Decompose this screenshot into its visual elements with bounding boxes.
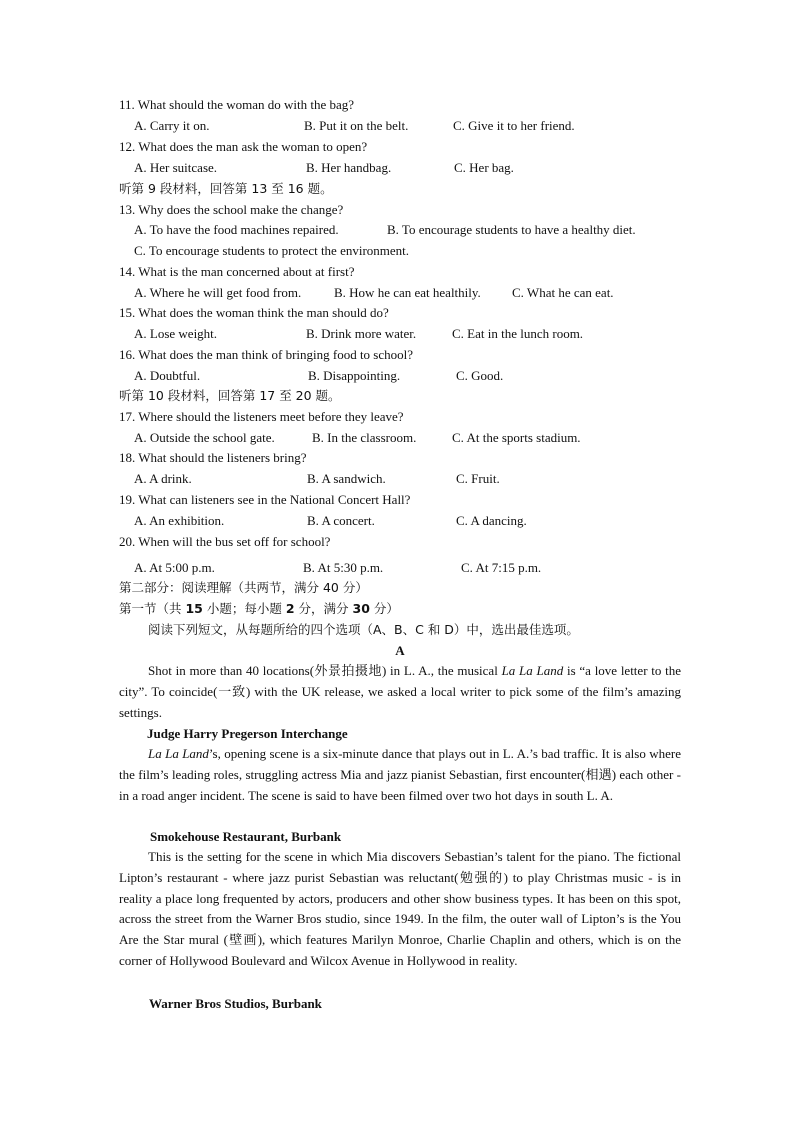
q14-option-a: A. Where he will get food from.	[134, 285, 302, 300]
section1-title-mid2: 分，满分	[294, 601, 353, 616]
section1-title-mid1: 小题；每小题	[202, 601, 286, 616]
q20-option-b: B. At 5:30 p.m.	[303, 560, 384, 575]
reading-direction: 阅读下列短文，从每题所给的四个选项（A、B、C 和 D）中，选出最佳选项。	[148, 622, 579, 637]
question-14: 14. What is the man concerned about at first?	[119, 264, 355, 279]
heading-interchange: Judge Harry Pregerson Interchange	[147, 726, 348, 741]
section1-points-total: 30	[352, 601, 370, 616]
q15-option-c: C. Eat in the lunch room.	[452, 326, 584, 341]
q14-option-c: C. What he can eat.	[512, 285, 614, 300]
question-19: 19. What can listeners see in the National Concert Hall?	[119, 492, 411, 507]
q13-option-b: B. To encourage students to have a healthy diet.	[387, 222, 636, 237]
q13-option-a: A. To have the food machines repaired.	[134, 222, 339, 237]
question-15: 15. What does the woman think the man should do?	[119, 305, 389, 320]
intro-text-2: is “a love letter to the city”. To coincide(一致) with the UK release, we asked a local writer to pick some of the film’s amazing settings.	[119, 663, 681, 720]
q11-option-b: B. Put it on the belt.	[304, 118, 409, 133]
q12-option-b: B. Her handbag.	[306, 160, 392, 175]
q14-option-b: B. How he can eat healthily.	[334, 285, 481, 300]
question-13: 13. Why does the school make the change?	[119, 202, 344, 217]
q18-option-c: C. Fruit.	[456, 471, 500, 486]
question-12: 12. What does the man ask the woman to open?	[119, 139, 368, 154]
q19-option-c: C. A dancing.	[456, 513, 527, 528]
q18-option-a: A. A drink.	[134, 471, 192, 486]
question-11: 11. What should the woman do with the bag?	[119, 97, 355, 112]
passage-label: A	[395, 643, 405, 658]
section1-title-post: 分）	[369, 601, 399, 616]
intro-film-title: La La Land	[501, 663, 564, 678]
q17-option-b: B. In the classroom.	[312, 430, 417, 445]
section1-title	[119, 601, 399, 617]
q16-option-c: C. Good.	[456, 368, 504, 383]
q20-option-c: C. At 7:15 p.m.	[461, 560, 542, 575]
question-17: 17. Where should the listeners meet before they leave?	[119, 409, 404, 424]
q15-option-a: A. Lose weight.	[134, 326, 218, 341]
q20-option-a: A. At 5:00 p.m.	[134, 560, 215, 575]
passage-intro	[119, 661, 681, 723]
question-18: 18. What should the listeners bring?	[119, 450, 307, 465]
part2-title: 第二部分：阅读理解（共两节，满分 40 分）	[119, 580, 368, 595]
p1-text: ’s, opening scene is a six-minute dance that plays out in L. A.’s bad traffic. It is also where the film’s leading roles, struggling actress Mia and jazz pianist Sebastian, first encounter(相遇) each other - in a road anger incident. The scene is said to have been filmed over two hot days in south L. A.	[119, 746, 681, 803]
instruction-seg10: 听第 10 段材料，回答第 17 至 20 题。	[119, 388, 341, 403]
q17-option-a: A. Outside the school gate.	[134, 430, 275, 445]
q16-option-b: B. Disappointing.	[308, 368, 401, 383]
q13-option-c: C. To encourage students to protect the environment.	[134, 243, 410, 258]
q16-option-a: A. Doubtful.	[134, 368, 201, 383]
q19-option-b: B. A concert.	[307, 513, 375, 528]
section1-question-count: 15	[185, 601, 203, 616]
q11-option-a: A. Carry it on.	[134, 118, 210, 133]
paragraph-interchange	[119, 744, 681, 806]
q11-option-c: C. Give it to her friend.	[453, 118, 575, 133]
question-20: 20. When will the bus set off for school?	[119, 534, 331, 549]
question-16: 16. What does the man think of bringing food to school?	[119, 347, 414, 362]
section1-title-pre: 第一节（共	[119, 601, 186, 616]
heading-smokehouse: Smokehouse Restaurant, Burbank	[150, 829, 342, 844]
paragraph-smokehouse: This is the setting for the scene in which Mia discovers Sebastian’s talent for the piano. The fictional Lipton’s restaurant - where jazz purist Sebastian was reluctant(勉强的) to play Christmas music - is in reality a place long frequented by actors, producers and other show business types. It has been on this spot, across the street from the Warner Bros studio, since 1949. In the film, the outer wall of Lipton’s is the You Are the Star mural (壁画), which features Marilyn Monroe, Charlie Chaplin and others, which is on the corner of Hollywood Boulevard and Wilcox Avenue in Hollywood in reality.	[119, 849, 681, 968]
q17-option-c: C. At the sports stadium.	[452, 430, 581, 445]
q15-option-b: B. Drink more water.	[306, 326, 417, 341]
q12-option-c: C. Her bag.	[454, 160, 514, 175]
q18-option-b: B. A sandwich.	[307, 471, 386, 486]
heading-warner: Warner Bros Studios, Burbank	[149, 996, 322, 1011]
q12-option-a: A. Her suitcase.	[134, 160, 218, 175]
intro-text-1: Shot in more than 40 locations(外景拍摄地) in L. A., the musical	[148, 663, 502, 678]
instruction-seg9: 听第 9 段材料，回答第 13 至 16 题。	[119, 181, 333, 196]
section1-points-each: 2	[285, 601, 295, 616]
q19-option-a: A. An exhibition.	[134, 513, 225, 528]
p1-film-title: La La Land	[148, 746, 209, 761]
